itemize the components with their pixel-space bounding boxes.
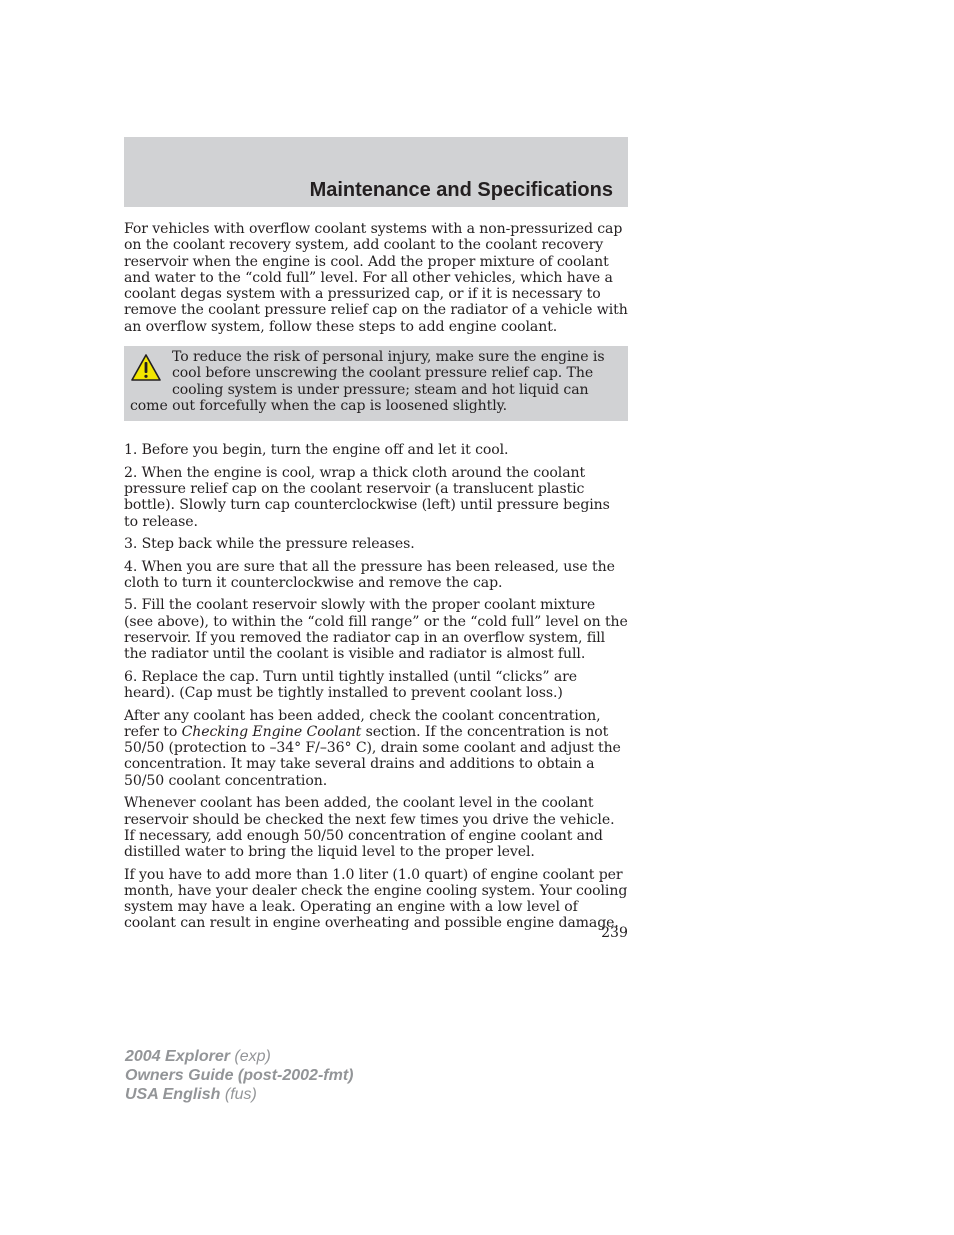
document-footer — [125, 1047, 353, 1104]
concentration-text-before: After any coolant has been added, check the coolant concentration, refer to — [124, 707, 601, 740]
step-6: 6. Replace the cap. Turn until tightly installed (until “clicks” are heard). (Cap must be tightly installed to prevent coolant loss.) — [124, 668, 578, 702]
warning-box — [124, 346, 628, 421]
page-number: 239 — [601, 925, 628, 941]
footer-language: USA English — [125, 1086, 221, 1103]
step-2: 2. When the engine is cool, wrap a thick cloth around the coolant pressure relief cap on the coolant reservoir (a translucent plastic bottle). Slowly turn cap counterclockwise (left) until pressure begins to release. — [124, 464, 610, 530]
section-title: Maintenance and Specifications — [309, 179, 613, 201]
step-1: 1. Before you begin, turn the engine off and let it cool. — [124, 442, 509, 459]
footer-line-1 — [125, 1047, 353, 1066]
step-4: 4. When you are sure that all the pressure has been released, use the cloth to turn it counterclockwise and remove the cap. — [124, 558, 615, 591]
footer-model-code: (exp) — [229, 1048, 271, 1065]
intro-paragraph: For vehicles with overflow coolant systems with a non-pressurized cap on the coolant recovery system, add coolant to the coolant recovery reservoir when the engine is cool. Add the proper mixture of coolant and water to the “cold full” level. For all other vehicles, which have a coolant degas system with a pressurized cap, or if it is necessary to remove the coolant pressure relief cap on the radiator of a vehicle with an overflow system, follow these steps to add engine coolant. — [124, 221, 628, 335]
concentration-text-after: section. If the concentration is not 50/50 (protection to –34° F/–36° C), drain some coolant and adjust the concentration. It may take several drains and additions to obtain a 50/50 coolant concentration. — [124, 723, 621, 789]
section-reference: Checking Engine Coolant — [181, 723, 362, 740]
footer-model: 2004 Explorer — [125, 1048, 230, 1065]
footer-line-3 — [125, 1085, 353, 1104]
page-content — [124, 221, 628, 938]
warning-triangle-icon — [130, 353, 162, 383]
coolant-level-paragraph: Whenever coolant has been added, the coolant level in the coolant reservoir should be checked the next few times you drive the vehicle. If necessary, add enough 50/50 concentration of engine coolant and distilled water to bring the liquid level to the proper level. — [124, 795, 615, 861]
concentration-paragraph — [124, 708, 628, 789]
step-3: 3. Step back while the pressure releases. — [124, 536, 415, 553]
footer-language-code: (fus) — [220, 1086, 257, 1103]
warning-text: To reduce the risk of personal injury, make sure the engine is cool before unscrewing the coolant pressure relief cap. The cooling system is under pressure; steam and hot liquid can come out forcefully when the cap is loosened slightly. — [130, 349, 605, 414]
footer-guide: Owners Guide (post-2002-fmt) — [125, 1067, 354, 1084]
footer-line-2 — [125, 1066, 353, 1085]
section-header-bar — [124, 137, 628, 207]
step-5: 5. Fill the coolant reservoir slowly with the proper coolant mixture (see above), to within the “cold fill range” or the “cold full” level on the reservoir. If you removed the radiator cap in an overflow system, fill the radiator until the coolant is visible and radiator is almost full. — [124, 597, 628, 663]
coolant-leak-paragraph: If you have to add more than 1.0 liter (1.0 quart) of engine coolant per month, have your dealer check the engine cooling system. Your cooling system may have a leak. Operating an engine with a low level of coolant can result in engine overheating and possible engine damage. — [124, 866, 628, 932]
